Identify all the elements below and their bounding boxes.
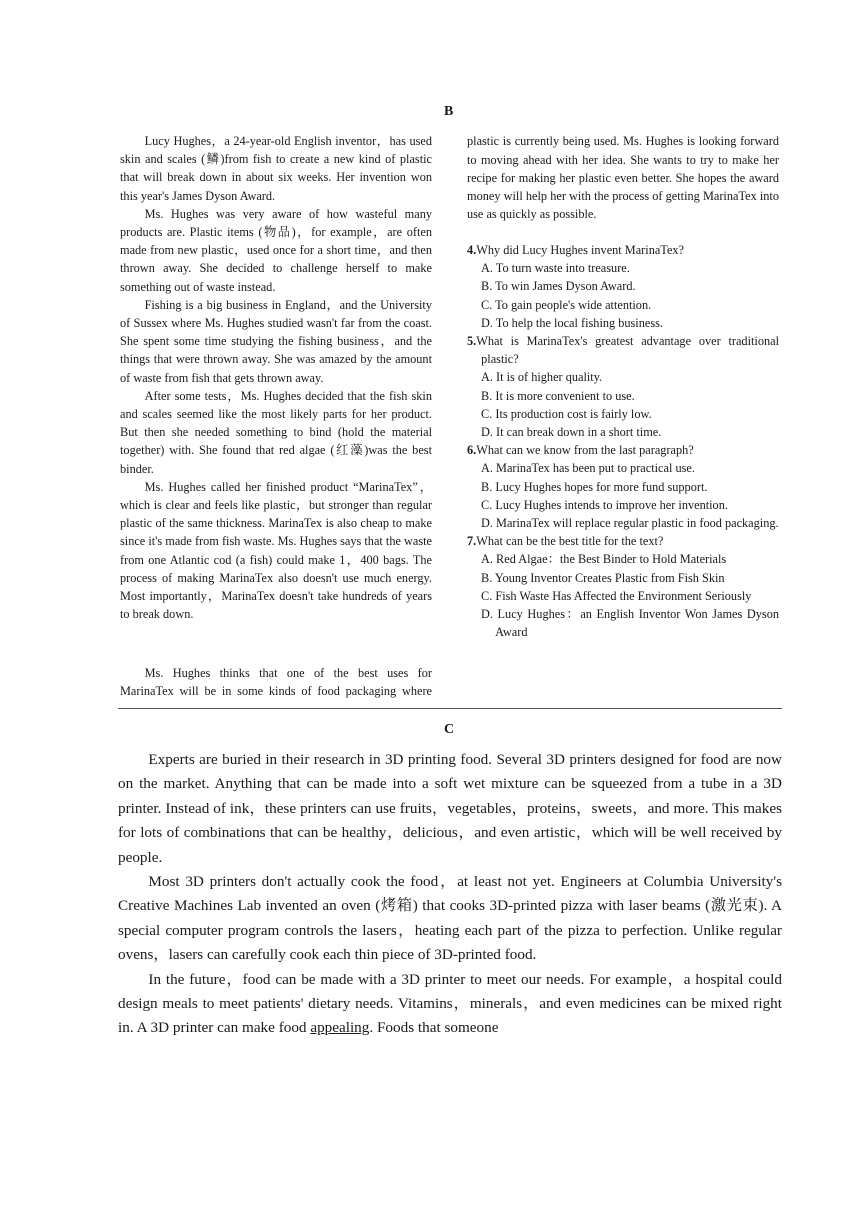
question-number: 5. (467, 334, 477, 349)
underlined-word-appealing: appealing (310, 1019, 370, 1037)
option-d[interactable]: D. MarinaTex will replace regular plastic in food packaging. (481, 516, 779, 531)
passage-b-paragraph-2: Ms. Hughes was very aware of how wasteful many products are. Plastic items (物品)，for example，are often made from new plastic，used once for a short time，and then thrown away. She decided to challenge herself to make something out of waste instead. (120, 206, 432, 294)
question-stem: What can be the best title for the text? (476, 534, 664, 549)
question-6 (467, 441, 779, 532)
option-a[interactable]: A. It is of higher quality. (481, 370, 603, 385)
passage-b-paragraph-6-tail: plastic is currently being used. Ms. Hughes is looking forward to moving ahead with her idea. She wants to try to make her recipe for making her plastic even better. She hopes the award money will help her with the process of getting MarinaTex into use as quickly as possible. (467, 134, 779, 222)
option-b[interactable]: B. Lucy Hughes hopes for more fund support. (481, 479, 708, 494)
option-a[interactable]: A. To turn waste into treasure. (481, 261, 630, 276)
passage-b-paragraph-5: Ms. Hughes called her finished product “MarinaTex”，which is clear and feels like plastic，but stronger than regular plastic of the same thickness. MarinaTex is also cheap to make since it's made from fish waste. Ms. Hughes says that the waste from one Atlantic cod (a fish) could make 1，400 bags. The process of making MarinaTex also doesn't use much energy. Most importantly，MarinaTex doesn't take hundreds of years to break down. (120, 479, 432, 622)
option-c[interactable]: C. Lucy Hughes intends to improve her invention. (481, 497, 728, 512)
passage-b-paragraph-1: Lucy Hughes，a 24-year-old English inventor，has used skin and scales (鳞)from fish to create a new kind of plastic that will break down in about six weeks. Her invention won this year's James Dyson Award. (120, 134, 432, 203)
option-b[interactable]: B. It is more convenient to use. (481, 388, 635, 403)
question-number: 7. (467, 534, 477, 549)
passage-c-paragraph-3 (118, 968, 782, 1041)
question-5 (467, 332, 779, 441)
passage-c-paragraph-2: Most 3D printers don't actually cook the food，at least not yet. Engineers at Columbia University's Creative Machines Lab invented an oven (烤箱) that cooks 3D-printed pizza with laser beams (激光束). A special computer program controls the lasers，heating each part of the pizza to perfection. Unlike regular ovens，lasers can carefully cook each thin piece of 3D-printed food. (118, 873, 782, 964)
option-b[interactable]: B. To win James Dyson Award. (481, 279, 636, 294)
paragraph-3-text: In the future，food can be made with a 3D printer to meet our needs. For example，a hospital could design meals to meet patients' dietary needs. Vitamins，minerals，and even medicines can be mixed right in. A 3D printer can make food (118, 970, 782, 1037)
question-7 (467, 532, 779, 641)
option-a[interactable]: A. Red Algae：the Best Binder to Hold Materials (481, 552, 727, 567)
section-b-heading: B (444, 104, 454, 119)
section-divider (118, 708, 782, 709)
section-b-right-column (467, 132, 779, 641)
paragraph-3-text-end: . Foods that someone (369, 1019, 499, 1037)
section-c-passage (118, 748, 782, 1041)
question-stem: What can we know from the last paragraph? (476, 443, 694, 458)
section-b-paragraph-6-left (120, 664, 432, 700)
passage-b-paragraph-6: Ms. Hughes thinks that one of the best uses for MarinaTex will be in some kinds of food packaging where (120, 666, 432, 699)
section-b-left-column (120, 132, 432, 623)
option-d[interactable]: D. Lucy Hughes：an English Inventor Won James Dyson Award (481, 607, 779, 640)
passage-b-paragraph-4: After some tests，Ms. Hughes decided that the fish skin and scales seemed like the most likely parts for her product. But then she needed something to bind (hold the material together) with. She found that red algae (红藻)was the best binder. (120, 388, 432, 476)
option-c[interactable]: C. To gain people's wide attention. (481, 297, 652, 312)
option-c[interactable]: C. Fish Waste Has Affected the Environment Seriously (481, 588, 752, 603)
question-number: 6. (467, 443, 477, 458)
passage-b-paragraph-3: Fishing is a big business in England，and the University of Sussex where Ms. Hughes studied wasn't far from the coast. She spent some time studying the fishing business，and the things that were thrown away. She was amazed by the amount of waste from fish that gets thrown away. (120, 297, 432, 385)
question-4 (467, 241, 779, 332)
question-stem: What is MarinaTex's greatest advantage over traditional plastic? (476, 334, 779, 367)
option-d[interactable]: D. It can break down in a short time. (481, 425, 662, 440)
option-d[interactable]: D. To help the local fishing business. (481, 315, 663, 330)
question-stem: Why did Lucy Hughes invent MarinaTex? (476, 243, 685, 257)
question-number: 4. (467, 243, 477, 257)
option-b[interactable]: B. Young Inventor Creates Plastic from Fish Skin (481, 570, 725, 585)
passage-c-paragraph-1: Experts are buried in their research in 3D printing food. Several 3D printers designed for food are now on the market. Anything that can be made into a soft wet mixture can be squeezed from a tube in a 3D printer. Instead of ink，these printers can use fruits，vegetables，proteins，sweets，and more. This makes for lots of combinations that can be healthy，delicious，and even artistic，which will be well received by people. (118, 751, 782, 866)
option-a[interactable]: A. MarinaTex has been put to practical use. (481, 461, 695, 476)
option-c[interactable]: C. Its production cost is fairly low. (481, 406, 652, 421)
section-c-heading: C (444, 722, 455, 737)
passage-b-paragraph-6-continued (467, 132, 779, 241)
